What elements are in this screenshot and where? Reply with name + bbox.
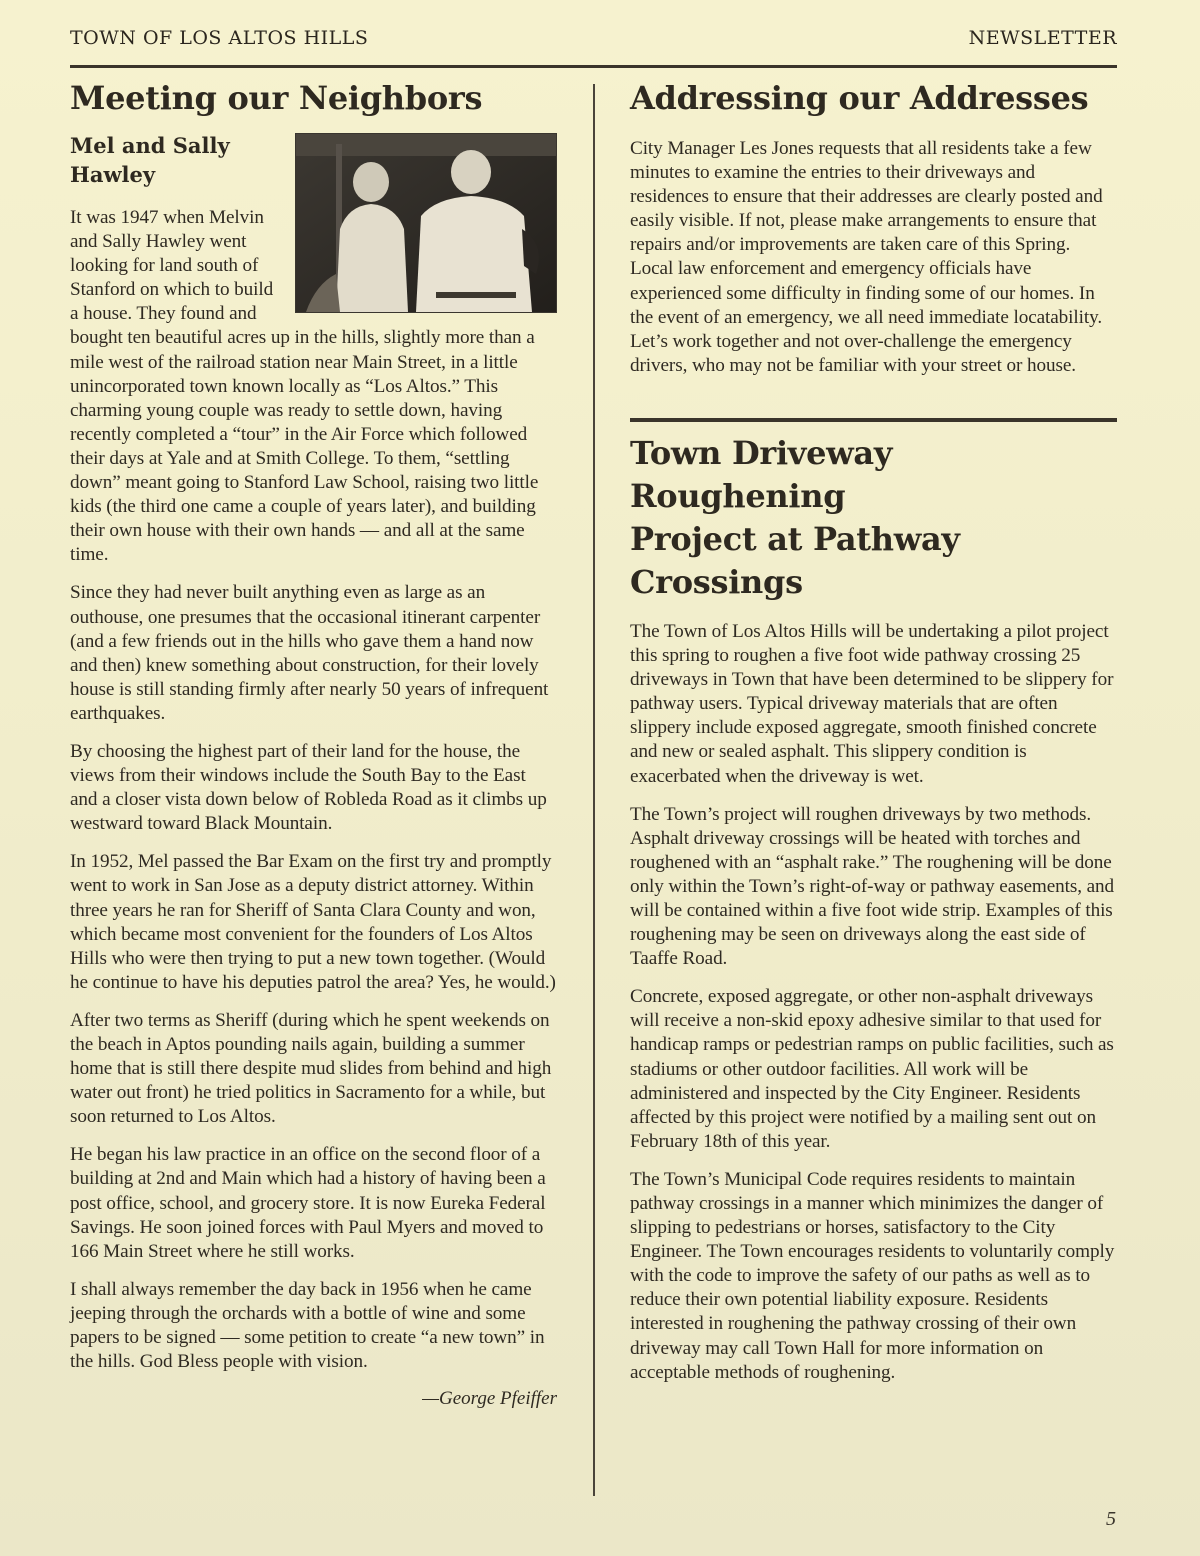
paragraph: Concrete, exposed aggregate, or other non-asphalt driveways will receive a non-skid epoxy adhesive similar to that used for handicap ramps or pedestrian ramps on public facilities, such as stadiums or other outdoor facilities. All work will be administered and inspected by the City Engineer. Residents affected by this project were notified by a mailing sent out on February 18th of this year. [630,986,1114,1152]
paragraph: The Town of Los Altos Hills will be undertaking a pilot project this spring to roughen a five foot wide pathway crossing 25 driveways in Town that have been determined to be slippery for pathway users. Typical driveway materials that are often slippery include exposed aggregate, smooth finished concrete and new or sealed asphalt. This slippery condition is exacerbated when the driveway is wet. [630,620,1114,787]
paragraph: The Town’s Municipal Code requires residents to maintain pathway crossings in a manner which minimizes the danger of slipping to pedestrians or horses, satisfactory to the City Engineer. The Town encourages residents to voluntarily comply with the code to improve the safety of our paths as well as to reduce their own potential liability exposure. Residents interested in roughening the pathway crossing of their own driveway may call Town Hall for more information on acceptable methods of roughening. [630,1168,1115,1383]
paragraph: The Town’s project will roughen driveways by two methods. Asphalt driveway crossings will be heated with torches and roughened with an “asphalt rake.” The roughening will be done only within the Town’s right-of-way or pathway easements, and will be contained within a five foot wide strip. Examples of this roughening may be seen on driveways along the east side of Taaffe Road. [630,803,1115,970]
left-column [70,78,557,1410]
photo-image [296,134,556,312]
article-title-meeting-neighbors: Meeting our Neighbors [70,79,483,117]
hawley-photo [295,133,557,313]
column-divider [593,84,595,1496]
article-title-addresses: Addressing our Addresses [630,79,1089,117]
article-title-driveway-roughening [630,432,1117,604]
title-line-1: Town Driveway Roughening [630,433,893,515]
header-rule [70,65,1117,68]
right-column [630,78,1117,1399]
paragraph: City Manager Les Jones requests that all residents take a few minutes to examine the entries to their driveways and residences to ensure that their addresses are clearly posted and easily visible. If not, please make arrangements to ensure that repairs and/or improvements are taken care of this Spring. Local law enforcement and emergency officials have experienced some difficulty in finding some of our homes. In the event of an emergency, we all need immediate locatability. Let’s work together and not over-challenge the emergency drivers, who may not be familiar with your street or house. [630,138,1103,376]
running-head-town: TOWN OF LOS ALTOS HILLS [70,27,369,49]
title-line-2: Project at Pathway Crossings [630,519,960,601]
page-number: 5 [1106,1508,1116,1530]
paragraph: In 1952, Mel passed the Bar Exam on the first try and promptly went to work in San Jose as a deputy district attorney. Within three years he ran for Sheriff of Santa Clara County and won, which became most convenient for the founders of Los Altos Hills who were then trying to put a new town together. (Would he continue to have his deputies patrol the area? Yes, he would.) [70,851,556,993]
subtitle-line-1: Mel and Sally [70,133,230,158]
paragraph: He began his law practice in an office on the second floor of a building at 2nd and Main which had a history of having been a post office, school, and grocery store. It is now Eureka Federal Savings. He soon joined forces with Paul Myers and moved to 166 Main Street where he still works. [70,1144,546,1262]
paragraph: It was 1947 when Melvin and Sally Hawley went looking for land south of Stanford on which to build a house. They found and bought ten beautiful acres up in the hills, slightly more than a mile west of the railroad station near Main Street, in a little unincorporated town known locally as “Los Altos.” This charming young couple was ready to settle down, having recently completed a “tour” in the Air Force which followed their days at Yale and at Smith College. To them, “settling down” meant going to Stanford Law School, raising two little kids (the third one came a couple of years later), and building their own house with their own hands — and all at the same time. [70,207,539,566]
paragraph: Since they had never built anything even as large as an outhouse, one presumes that the occasional itinerant carpenter (and a few friends out in the hills who gave them a hand now and then) knew something about construction, for their lovely house is still standing firmly after nearly 50 years of infrequent earthquakes. [70,582,549,724]
subtitle-line-2: Hawley [70,162,156,187]
paragraph: I shall always remember the day back in 1956 when he came jeeping through the orchards with a bottle of wine and some papers to be signed — some petition to create “a new town” in the hills. God Bless people with vision. [70,1278,545,1373]
running-head-newsletter: NEWSLETTER [968,27,1117,49]
paragraph: By choosing the highest part of their land for the house, the views from their windows include the South Bay to the East and a closer vista down below of Robleda Road as it climbs up westward toward Black Mountain. [70,740,547,835]
section-rule [630,418,1117,422]
paragraph: After two terms as Sheriff (during which he spent weekends on the beach in Aptos pounding nails again, building a summer home that is still there despite mud slides from behind and high water out front) he tried politics in Sacramento for a while, but soon returned to Los Altos. [70,1009,552,1128]
author-byline: —George Pfeiffer [422,1388,557,1410]
lead-section [70,131,557,567]
